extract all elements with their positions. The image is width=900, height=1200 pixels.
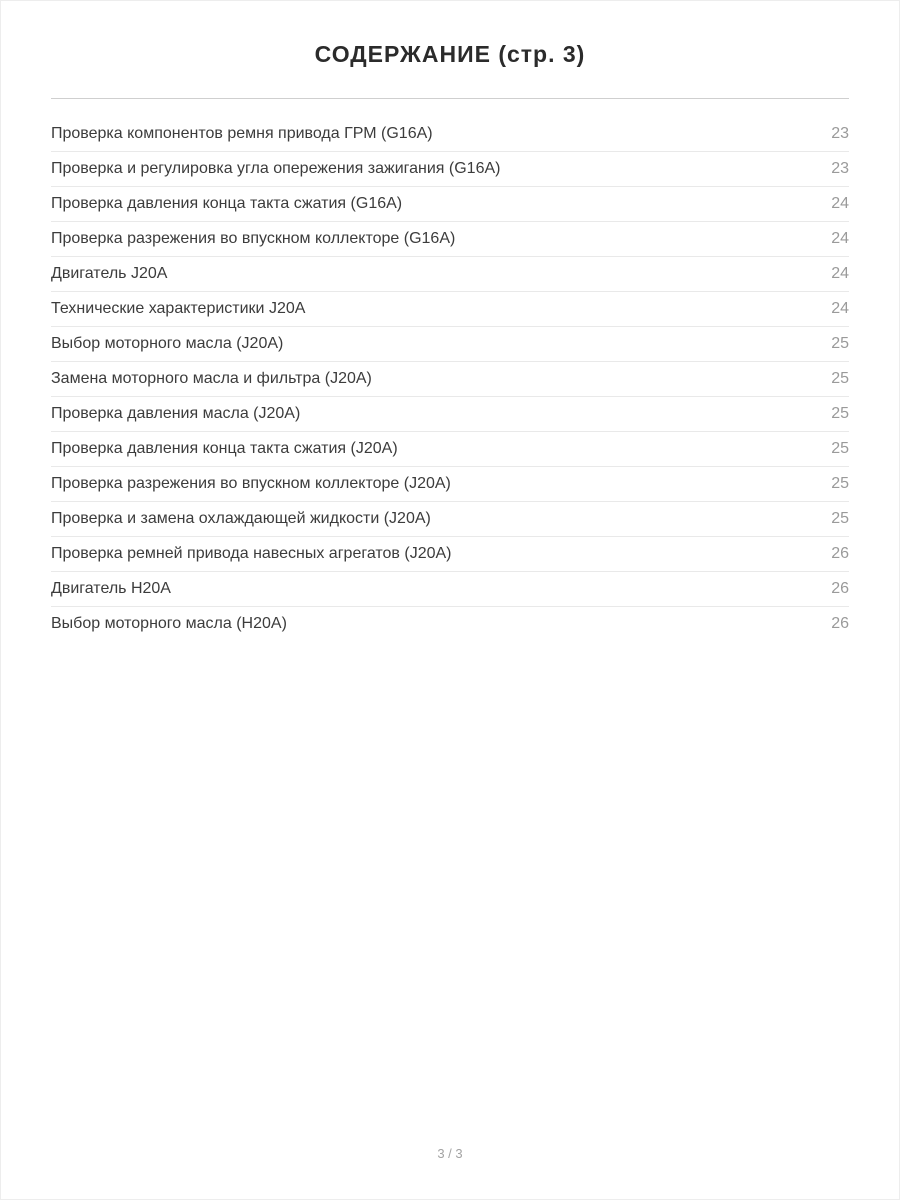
toc-entry-page-number: 23 (831, 125, 849, 142)
toc-entry-page-number: 24 (831, 195, 849, 212)
toc-entry-label: Выбор моторного масла (H20A) (51, 615, 287, 632)
toc-entry-label: Технические характеристики J20A (51, 300, 306, 317)
toc-entry-label: Двигатель J20A (51, 265, 168, 282)
toc-entry (51, 397, 849, 432)
toc-entry-label: Проверка и замена охлаждающей жидкости (J20A) (51, 510, 431, 527)
toc-entry (51, 152, 849, 187)
toc-entry-label: Двигатель H20A (51, 580, 171, 597)
toc-entry-page-number: 25 (831, 475, 849, 492)
page-title: СОДЕРЖАНИЕ (стр. 3) (314, 41, 586, 67)
toc-entry-page-number: 25 (831, 335, 849, 352)
toc-entry (51, 327, 849, 362)
toc-entry-page-number: 26 (831, 580, 849, 597)
toc-entry-label: Выбор моторного масла (J20A) (51, 335, 284, 352)
toc-entry (51, 187, 849, 222)
toc-entry (51, 222, 849, 257)
toc-entry-label: Проверка компонентов ремня привода ГРМ (G16A) (51, 125, 433, 142)
page-number-footer: 3 / 3 (437, 1146, 463, 1161)
toc-entry-page-number: 26 (831, 615, 849, 632)
toc-entry-label: Замена моторного масла и фильтра (J20A) (51, 370, 372, 387)
toc-entry (51, 432, 849, 467)
toc-entry-label: Проверка разрежения во впускном коллекторе (G16A) (51, 230, 456, 247)
toc-entry-page-number: 25 (831, 440, 849, 457)
toc-entry-label: Проверка разрежения во впускном коллекторе (J20A) (51, 475, 451, 492)
toc-entry-page-number: 25 (831, 405, 849, 422)
toc-entry-label: Проверка и регулировка угла опережения зажигания (G16A) (51, 160, 501, 177)
toc-entry (51, 467, 849, 502)
toc-entry-label: Проверка ремней привода навесных агрегатов (J20A) (51, 545, 452, 562)
toc-entry-page-number: 25 (831, 370, 849, 387)
toc-entry (51, 502, 849, 537)
toc-entry-page-number: 24 (831, 230, 849, 247)
toc-entry-page-number: 23 (831, 160, 849, 177)
toc-entry (51, 362, 849, 397)
toc-entry-page-number: 25 (831, 510, 849, 527)
toc-entry (51, 537, 849, 572)
toc-entry-label: Проверка давления конца такта сжатия (G16A) (51, 195, 403, 212)
toc-entry (51, 572, 849, 607)
toc-entry-page-number: 24 (831, 265, 849, 282)
toc-entry-page-number: 26 (831, 545, 849, 562)
toc-entry (51, 257, 849, 292)
toc-entry (51, 117, 849, 152)
toc-list (51, 117, 849, 641)
toc-entry-page-number: 24 (831, 300, 849, 317)
toc-entry-label: Проверка давления конца такта сжатия (J20A) (51, 440, 398, 457)
toc-entry-label: Проверка давления масла (J20A) (51, 405, 301, 422)
toc-entry (51, 292, 849, 327)
toc-entry (51, 607, 849, 641)
title-divider (51, 98, 849, 99)
